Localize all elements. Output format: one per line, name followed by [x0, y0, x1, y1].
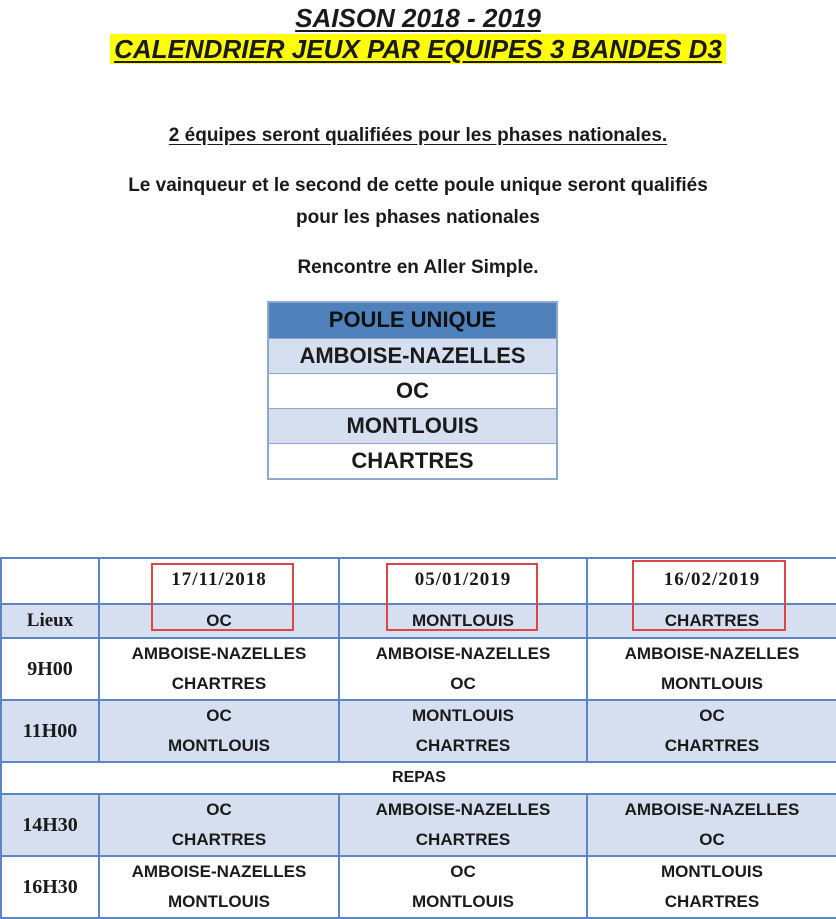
winner-note-line1: Le vainqueur et le second de cette poule unique seront qualifiés — [128, 175, 708, 196]
match-cell — [587, 638, 836, 700]
poule-team: OC — [269, 373, 556, 408]
match-team: OC — [450, 674, 476, 693]
rencontre-note: Rencontre en Aller Simple. — [297, 257, 539, 278]
match-cell — [339, 700, 587, 762]
match-cell — [99, 856, 339, 918]
match-team: OC — [206, 800, 232, 819]
date-cell: 05/01/2019 — [339, 558, 587, 604]
match-team: CHARTRES — [171, 674, 267, 693]
time-slot-row — [1, 794, 836, 856]
match-cell — [587, 700, 836, 762]
match-team: AMBOISE-NAZELLES — [131, 862, 307, 881]
winner-note — [0, 170, 836, 234]
match-team: AMBOISE-NAZELLES — [624, 644, 800, 663]
qualified-note: 2 équipes seront qualifiées pour les phases nationales. — [168, 125, 668, 146]
lieux-label: Lieux — [1, 604, 99, 638]
poule-team: MONTLOUIS — [269, 408, 556, 443]
time-label: 14H30 — [1, 794, 99, 856]
match-cell — [587, 794, 836, 856]
venue-cell: CHARTRES — [587, 604, 836, 638]
poule-table — [267, 301, 558, 480]
match-cell — [99, 794, 339, 856]
poule-team: AMBOISE-NAZELLES — [269, 338, 556, 373]
match-team: CHARTRES — [664, 892, 760, 911]
match-team: AMBOISE-NAZELLES — [375, 644, 551, 663]
repas-label: REPAS — [1, 762, 836, 794]
date-cell: 17/11/2018 — [99, 558, 339, 604]
match-team: MONTLOUIS — [168, 736, 270, 755]
match-team: MONTLOUIS — [168, 892, 270, 911]
match-team: AMBOISE-NAZELLES — [375, 800, 551, 819]
time-label: 16H30 — [1, 856, 99, 918]
match-team: AMBOISE-NAZELLES — [624, 800, 800, 819]
time-label: 9H00 — [1, 638, 99, 700]
match-cell — [99, 700, 339, 762]
poule-team: CHARTRES — [269, 443, 556, 478]
match-team: MONTLOUIS — [661, 674, 763, 693]
match-cell — [99, 638, 339, 700]
match-team: OC — [206, 706, 232, 725]
season-title: SAISON 2018 - 2019 — [295, 3, 541, 33]
match-team: CHARTRES — [415, 736, 511, 755]
time-slot-row — [1, 700, 836, 762]
time-slot-row — [1, 638, 836, 700]
match-team: CHARTRES — [664, 736, 760, 755]
date-row — [1, 558, 836, 604]
repas-row — [1, 762, 836, 794]
match-cell — [339, 856, 587, 918]
match-cell — [339, 794, 587, 856]
match-team: OC — [699, 706, 725, 725]
lieux-row — [1, 604, 836, 638]
venue-cell: MONTLOUIS — [339, 604, 587, 638]
schedule-table — [0, 557, 836, 919]
match-team: MONTLOUIS — [412, 706, 514, 725]
match-team: OC — [450, 862, 476, 881]
venue-cell: OC — [99, 604, 339, 638]
date-cell: 16/02/2019 — [587, 558, 836, 604]
match-cell — [339, 638, 587, 700]
title-block — [0, 2, 836, 64]
match-team: MONTLOUIS — [661, 862, 763, 881]
winner-note-line2: pour les phases nationales — [296, 207, 540, 228]
match-team: MONTLOUIS — [412, 892, 514, 911]
corner-cell — [1, 558, 99, 604]
match-team: CHARTRES — [415, 830, 511, 849]
time-slot-row — [1, 856, 836, 918]
match-team: OC — [699, 830, 725, 849]
match-cell — [587, 856, 836, 918]
poule-header: POULE UNIQUE — [269, 303, 556, 338]
time-label: 11H00 — [1, 700, 99, 762]
match-team: CHARTRES — [171, 830, 267, 849]
match-team: AMBOISE-NAZELLES — [131, 644, 307, 663]
calendar-title: CALENDRIER JEUX PAR EQUIPES 3 BANDES D3 — [110, 34, 726, 64]
